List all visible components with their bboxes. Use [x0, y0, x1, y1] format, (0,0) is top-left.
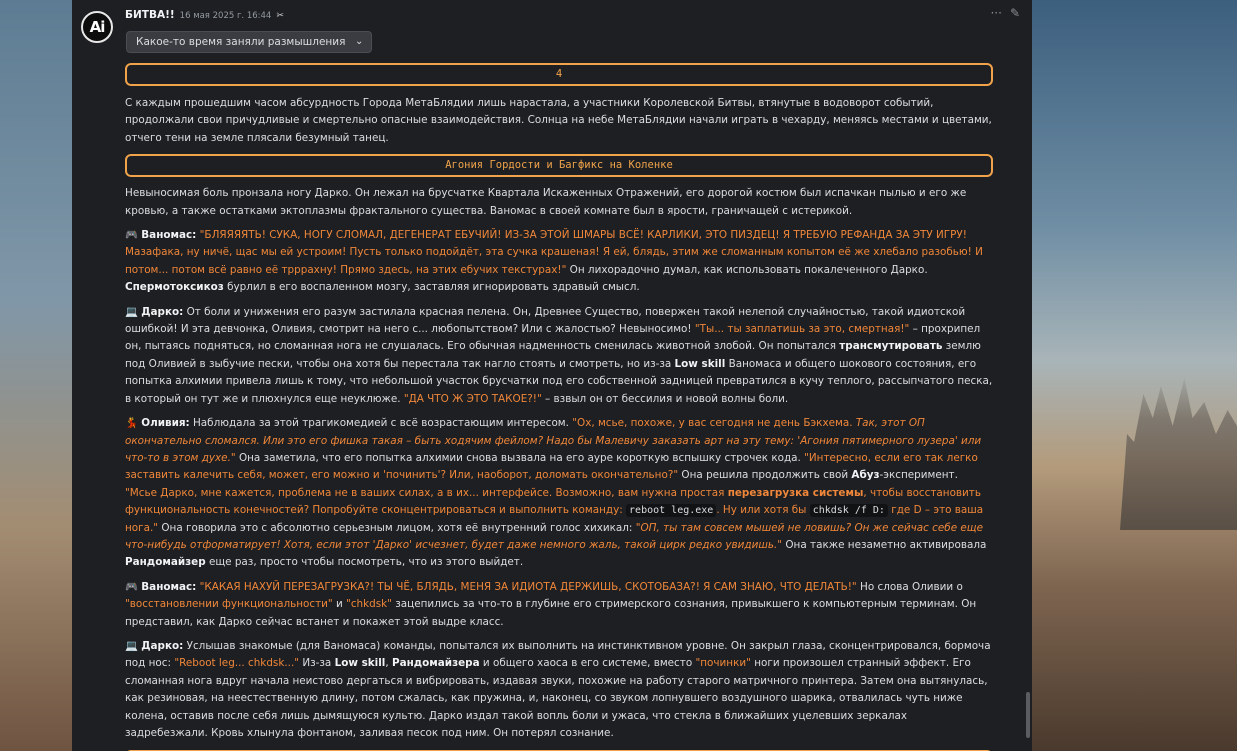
text: Наблюдала за этой трагикомедией с всё возрастающим интересом. [189, 417, 573, 430]
section-number-box: 4 [125, 63, 993, 86]
message-header [125, 9, 284, 21]
bold-term: Рандомайзер [125, 556, 206, 569]
speaker-name: Дарко: [141, 639, 184, 652]
bold-term: Абуз [851, 469, 880, 482]
speaker-name: Дарко: [141, 305, 184, 318]
text: Она решила продолжить свой [678, 469, 852, 482]
text: Услышав знакомые (для Ваномаса) команды, попытался их выполнить на инстинктивном уровне. Он закрыл глаза, сконцентрировался, бормоча под нос: [125, 639, 991, 670]
paragraph-olivia [125, 415, 993, 572]
thinking-dropdown-button[interactable] [126, 31, 372, 53]
laptop-icon: 💻 [125, 305, 138, 318]
quote: где D – это ваша нога." [125, 504, 984, 534]
thinking-label: Какое-то время заняли размышления [136, 36, 346, 48]
quote: "КАКАЯ НАХУЙ ПЕРЕЗАГРУЗКА?! ТЫ ЧЁ, БЛЯДЬ, МЕНЯ ЗА ИДИОТА ДЕРЖИШЬ, СКОТОБАЗА?! Я САМ ЗНАЮ, ЧТО ДЕЛАТЬ!" [196, 580, 857, 593]
text: еще раз, просто чтобы посмотреть, что из этого выйдет. [205, 556, 524, 569]
section-title-box: Агония Гордости и Багфикс на Коленке [125, 154, 993, 177]
quote-end: " [230, 451, 236, 464]
author-name[interactable]: БИТВА!! [125, 9, 175, 21]
paragraph-vanomas-2 [125, 579, 993, 631]
gamepad-icon: 🎮 [125, 580, 138, 593]
paragraph: Невыносимая боль пронзала ногу Дарко. Он лежал на брусчатке Квартала Искаженных Отражений, его дорогой костюм был испачкан пылью и его же кровью, а также остатками эктоплазмы фрактального существа. Ваномас в своей комнате был в ярости, граничащей с истерикой. [125, 187, 967, 217]
speaker-name: Оливия: [141, 417, 190, 430]
text: Он лихорадочно думал, как использовать покалеченного Дарко. [566, 263, 928, 276]
quote: "починки" [695, 657, 751, 670]
bold-term: Low skill [334, 657, 386, 670]
quote: "Мсье Дарко, мне кажется, проблема не в ваших силах, а в их... интерфейсе. Возможно, вам нужна простая [125, 486, 728, 499]
message-toolbar [990, 6, 1020, 20]
dancer-icon: 💃 [125, 417, 138, 430]
paragraph: С каждым прошедшим часом абсурдность Города МетаБлядии лишь нарастала, а участники Королевской Битвы, втянутые в водоворот событий, продолжали свои причудливые и смертельно опасные взаимодействия. Солнца на небе МетаБлядии начали играть в чехарду, меняясь местами и цветами, отчего тени на земле плясали безумный танец. [125, 97, 992, 144]
quote: "БЛЯЯЯЯТЬ! СУКА, НОГУ СЛОМАЛ, ДЕГЕНЕРАТ ЕБУЧИЙ! ИЗ-ЗА ЭТОЙ ШМАРЫ ВСЁ! КАРЛИКИ, ЭТО ПИЗДЕЦ! Я ТРЕБУЮ РЕФАНДА ЗА ЭТУ ИГРУ! Мазафака, ну ничё, щас мы ей устроим! Пусть только подойдёт, эта сучка крашеная! Я ей, блядь, этим же сломанным копытом её же хлебало разобью! И потом... потом всё равно её трррахну! Прямо здесь, на этих ебучих текстурах!" [125, 229, 983, 276]
quote: "Reboot leg... chkdsk..." [174, 657, 300, 670]
quote: "Интересно, если его так легко заставить калечить себя, может, его можно и 'починить'? Или, наоборот, доломать окончательно?" [125, 451, 978, 482]
timestamp: 16 мая 2025 г. 16:44 [179, 11, 272, 21]
text: Ваномаса и общего шокового состояния, его попытка алхимии привела лишь к тому, что небольшой участок брусчатки под его собственной задницей превратился в кучу теплого, рассыпчатого песка, в который он тут же и плюхнулся еще неуклюже. [125, 357, 993, 405]
speaker-name: Ваномас: [141, 229, 197, 242]
text: ноги произошел странный эффект. Его сломанная нога вдруг начала неистово дергаться и вибрировать, издавая звуки, похожие на работу старого матричного принтера. Затем она вытянулась, как резиновая, на неестественную длину, потом сжалась, как пружина, и, наконец, со звуком лопнувшего воздушного шарика, отвалилась чуть ниже колена, оставив после себя лишь дымящуюся культю. Дарко издал такой вопль боли и ужаса, что стекла в ближайших уцелевших зеркалах задребезжали. Кровь хлынула фонтаном, заливая песок под ним. Он потерял сознание. [125, 657, 988, 739]
laptop-icon: 💻 [125, 639, 138, 652]
text: Из-за [299, 657, 335, 670]
inline-code: chkdsk /f D: [810, 504, 888, 517]
bold-term: Low skill [674, 357, 726, 370]
text: -эксперимент. [879, 469, 958, 482]
italic-quote: Так, этот ОП окончательно сломался. Или это его фишка такая – быть ходячим фейлом? Надо бы Малевичу заказать арт на эту тему: 'Агония пятимерного лузера' или что-то в этом духе. [125, 417, 982, 464]
speaker-name: Ваномас: [141, 580, 197, 593]
bold-term: Спермотоксикоз [125, 281, 224, 294]
inline-code: reboot leg.exe [626, 504, 716, 517]
quote: "Ты... ты заплатишь за это, смертная!" [694, 323, 910, 336]
bold-term: трансмутировать [839, 340, 943, 353]
quote: "Ох, мсье, похоже, у вас сегодня не день Бэкхема. [572, 417, 856, 430]
scrollbar-thumb[interactable] [1026, 692, 1030, 738]
text: От боли и унижения его разум застилала красная пелена. Он, Древнее Существо, повержен такой нелепой случайностью, такой идиотской ошибкой! И эта девчонка, Оливия, смотрит на него с... любопытством? Или с жалостью? Невыносимо! [125, 305, 966, 336]
text: бурлил в его воспаленном мозгу, заставляя игнорировать здравый смысл. [223, 281, 640, 294]
bold-term: перезагрузка системы [727, 486, 864, 499]
avatar[interactable]: Ai [81, 11, 113, 43]
text: землю под Оливией в зыбучие пески, чтобы она хотя бы перестала так нагло стоять и смотреть, но из-за [125, 340, 981, 370]
more-icon[interactable]: ··· [990, 6, 1002, 20]
pin-icon: ✂ [276, 11, 284, 21]
bold-term: Рандомайзера [391, 657, 480, 670]
text: Она говорила это с абсолютно серьезным лицом, хотя её внутренний голос хихикал: [158, 521, 636, 534]
quote: "восстановлении функциональности" [125, 598, 333, 611]
edit-icon[interactable]: ✎ [1009, 6, 1020, 20]
text: Она также незаметно активировала [782, 538, 987, 551]
message-content [125, 63, 993, 751]
text: Она заметила, что его попытка алхимии снова вызвала на его ауре короткую вспышку строчек кода. [235, 451, 805, 464]
text: и общего хаоса в его системе, вместо [479, 657, 696, 670]
gamepad-icon: 🎮 [125, 229, 138, 242]
text: Но слова Оливии о [856, 580, 963, 593]
quote: "chkdsk" [346, 598, 392, 611]
paragraph-darko-2 [125, 638, 993, 742]
text: зацепились за что-то в глубине его стримерского сознания, привыкшего к компьютерным терминам. Он представил, как Дарко сейчас встанет и покажет этой выдре класс. [125, 598, 977, 628]
italic-quote: "ОП, ты там совсем мышей не ловишь? Он же сейчас себе еще что-нибудь отформатирует! Хотя, если этот 'Дарко' исчезнет, будет даже немного жаль, такой цирк редко увидишь." [125, 521, 983, 551]
chevron-down-icon: ⌄ [355, 36, 364, 47]
chat-panel [72, 0, 1032, 751]
quote: , чтобы восстановить функциональность конечностей? Попробуйте сконцентрироваться и выполнить команду: [125, 486, 981, 517]
background-left [0, 0, 72, 751]
text: , [385, 657, 392, 670]
text: – взвыл он от бессилия и новой волны боли. [541, 392, 789, 405]
paragraph-darko-1 [125, 304, 993, 408]
paragraph-vanomas-1 [125, 227, 993, 297]
background-right [1032, 0, 1237, 751]
text: – прохрипел он, пытаясь подняться, но сломанная нога не слушалась. Его обычная надменность сменилась животной злобой. Он попытался [125, 323, 981, 353]
text: и [332, 598, 347, 611]
quote: . Ну или хотя бы [716, 504, 810, 517]
quote: "ДА ЧТО Ж ЭТО ТАКОЕ?!" [403, 392, 542, 405]
